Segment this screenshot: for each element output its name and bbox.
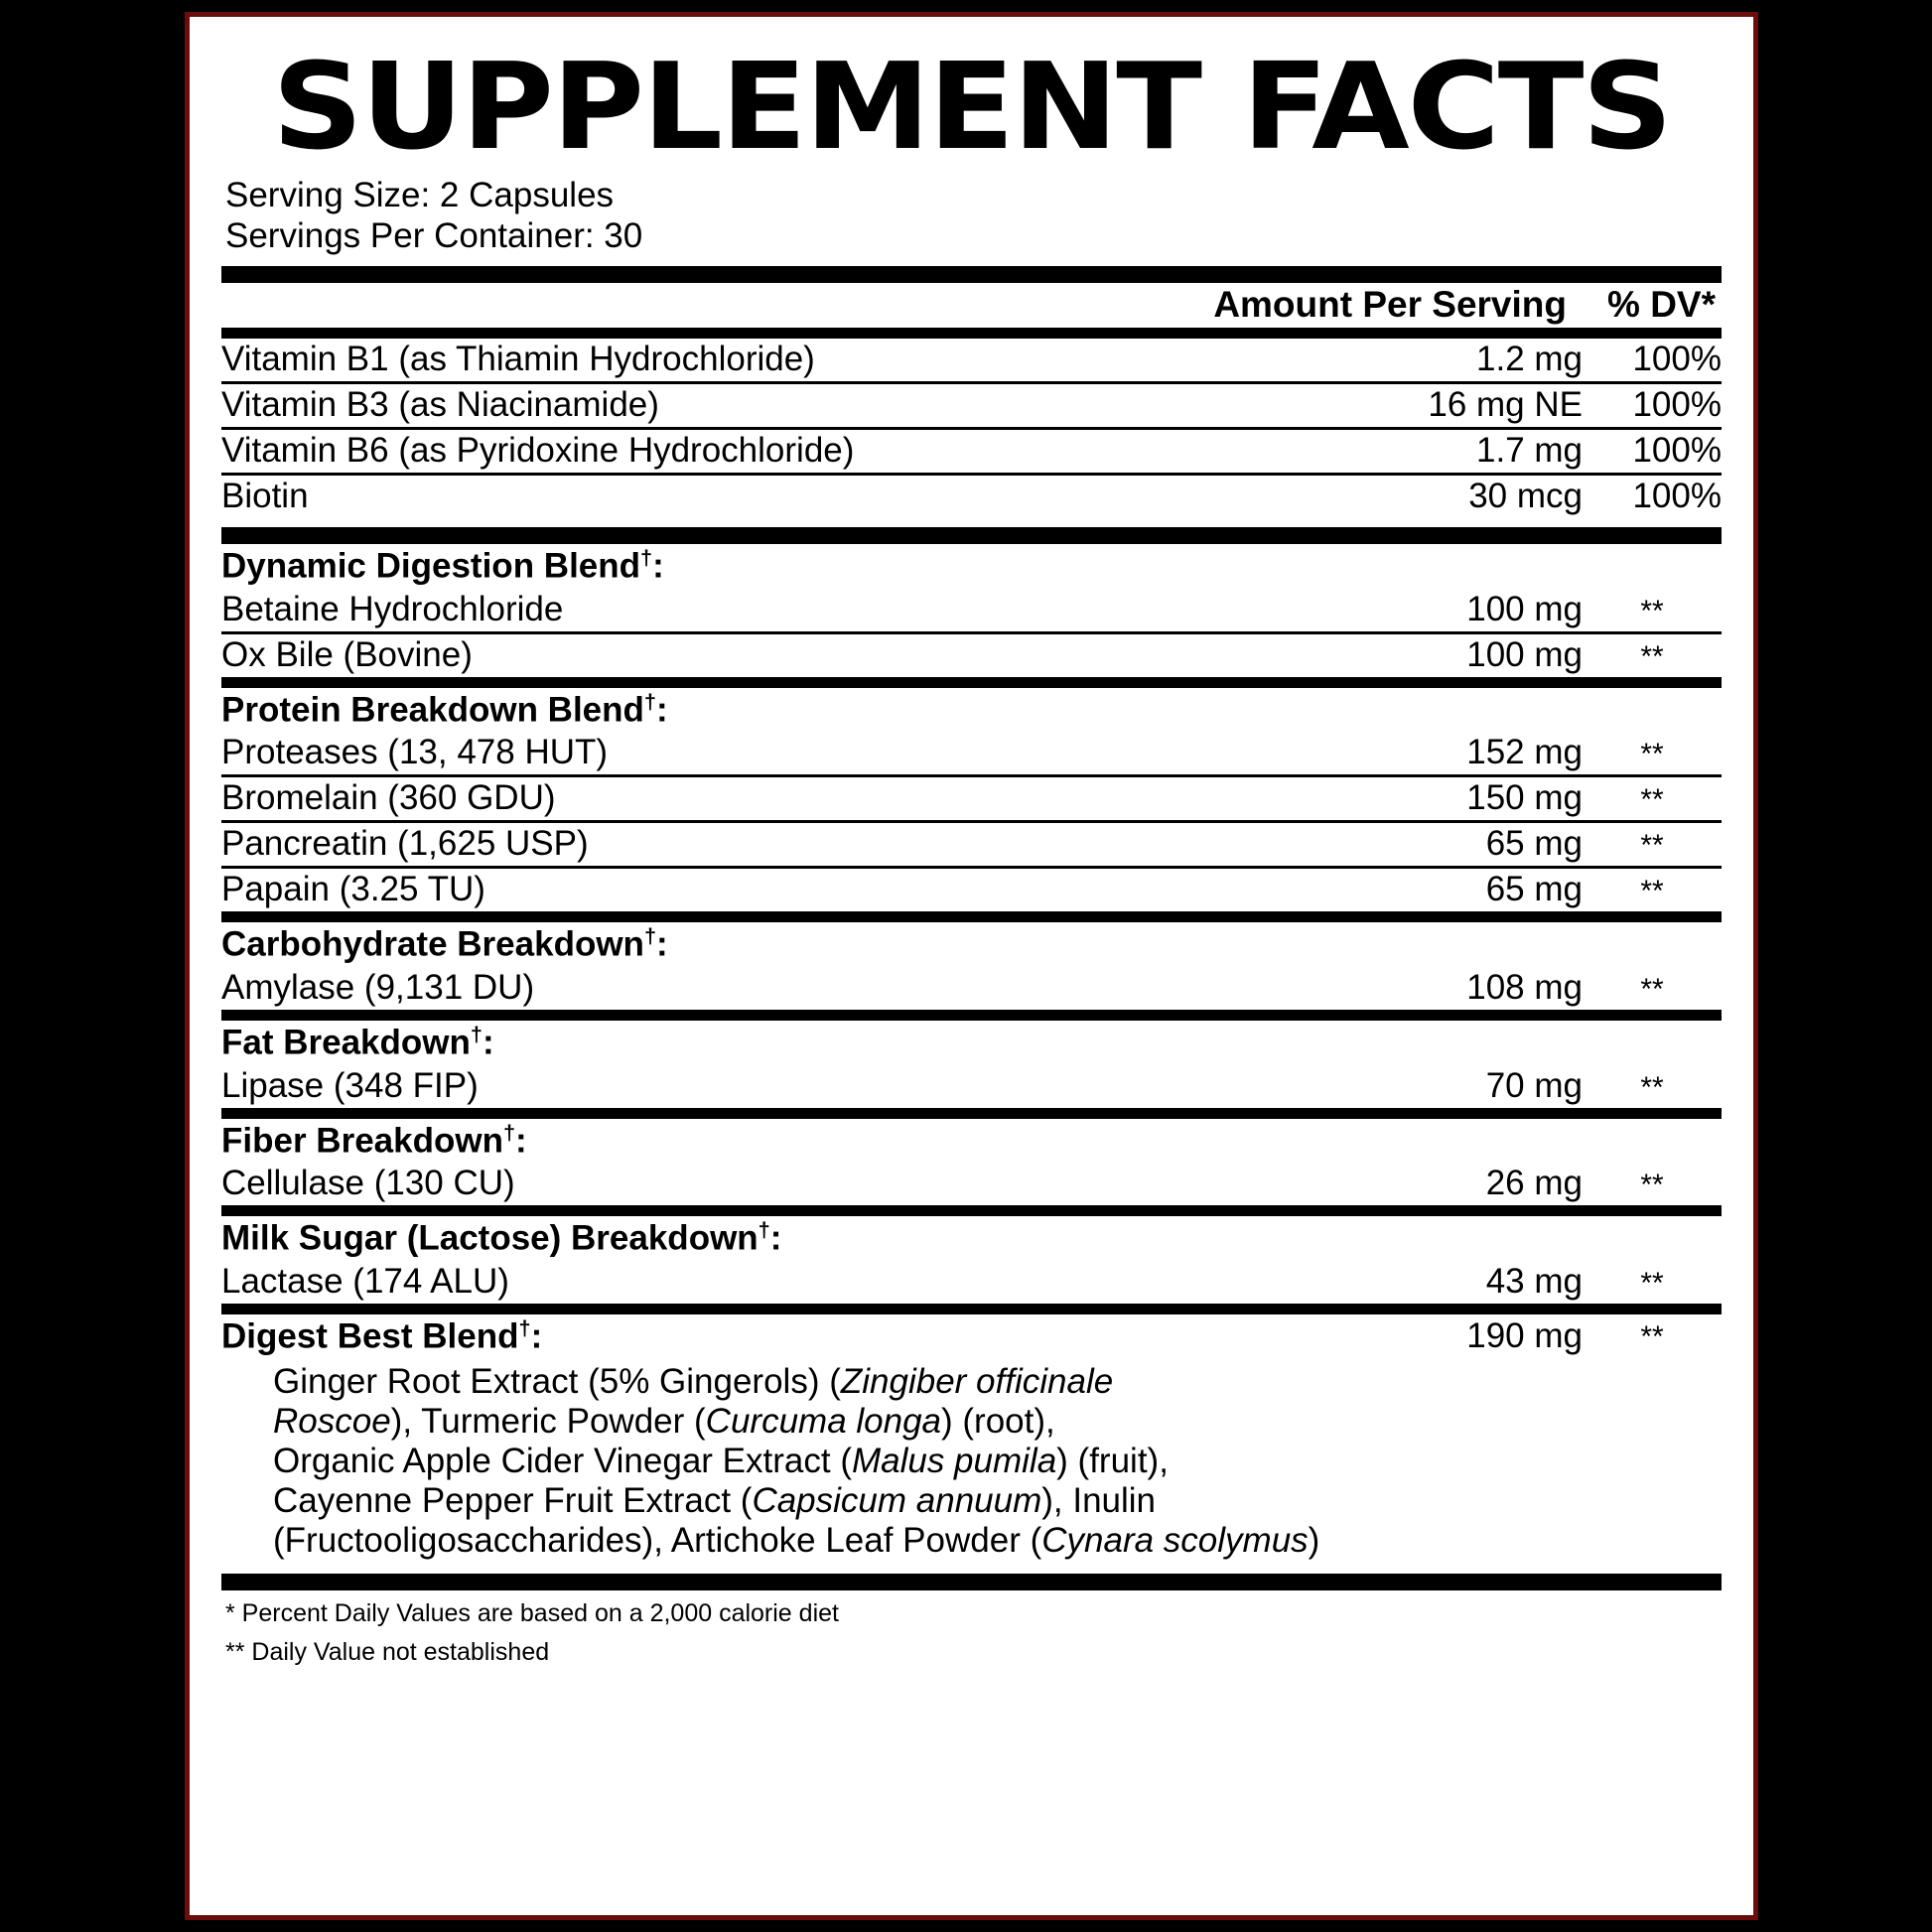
lactase-name: Lactase (174 ALU) — [221, 1261, 509, 1301]
table-row — [221, 428, 1722, 474]
desc-seg-2: ), Turmeric Powder ( — [390, 1402, 706, 1442]
dagger-icon: † — [470, 1021, 483, 1046]
blend-carbohydrate-breakdown — [221, 922, 1722, 1010]
footnote-dv-not-established: ** Daily Value not established — [225, 1638, 550, 1667]
cellulase-name: Cellulase (130 CU) — [221, 1164, 515, 1203]
dagger-icon: † — [502, 1119, 516, 1145]
divider-med-1 — [221, 677, 1722, 688]
vitamin-b3-amount: 16 mg NE — [1255, 382, 1583, 428]
blend-heading-text: Fat Breakdown — [221, 1023, 471, 1062]
table-row — [221, 589, 1722, 633]
blend-heading-row — [221, 544, 1722, 589]
blend-heading-row — [221, 1216, 1722, 1261]
desc-italic-6: Cynara scolymus — [1041, 1521, 1309, 1561]
table-row — [221, 632, 1722, 677]
biotin-name: Biotin — [221, 474, 1255, 518]
blend-heading — [221, 1021, 1722, 1065]
desc-seg-4: Organic Apple Cider Vinegar Extract ( — [273, 1442, 852, 1481]
desc-seg-9: ) — [1308, 1521, 1320, 1561]
oxbile-name: Ox Bile (Bovine) — [221, 632, 1255, 677]
bromelain-name: Bromelain (360 GDU) — [221, 776, 1255, 822]
divider-thick-footnotes — [221, 1574, 1722, 1590]
papain-name: Papain (3.25 TU) — [221, 868, 1255, 912]
table-row — [221, 339, 1722, 383]
proteases-name: Proteases (13, 478 HUT) — [221, 733, 609, 772]
betaine-dv: ** — [1640, 594, 1664, 627]
blend-dynamic-digestion — [221, 544, 1722, 677]
header-amount: Amount Per Serving — [1213, 283, 1567, 325]
blend-heading-colon: : — [530, 1316, 543, 1356]
table-row — [221, 822, 1722, 868]
table-row — [221, 1261, 1722, 1304]
header-blank — [221, 283, 1213, 328]
blend-heading-row — [221, 1021, 1722, 1065]
divider-med-3 — [221, 1010, 1722, 1021]
blend-heading-row — [221, 688, 1722, 733]
desc-seg-6: Cayenne Pepper Fruit Extract ( — [273, 1481, 753, 1521]
blend-heading — [221, 688, 1722, 733]
blend-heading-row — [221, 1314, 1722, 1359]
cellulase-dv: ** — [1640, 1169, 1664, 1202]
blend-heading-colon: : — [482, 1023, 494, 1062]
blend-heading-text: Fiber Breakdown — [221, 1121, 503, 1161]
vitamins-table — [221, 339, 1722, 518]
blend-heading-colon: : — [656, 924, 668, 964]
amylase-name: Amylase (9,131 DU) — [221, 967, 535, 1007]
papain-dv: ** — [1583, 868, 1722, 912]
digest-best-amount: 190 mg — [1466, 1316, 1583, 1356]
betaine-name: Betaine Hydrochloride — [221, 589, 564, 628]
lactase-amount: 43 mg — [1485, 1261, 1583, 1301]
desc-italic-5: Capsicum annuum — [752, 1481, 1042, 1521]
desc-seg-1: Ginger Root Extract (5% Gingerols) ( — [273, 1362, 841, 1402]
amylase-dv: ** — [1640, 972, 1664, 1006]
betaine-amount: 100 mg — [1466, 589, 1583, 628]
table-row — [221, 474, 1722, 518]
digest-best-description — [221, 1358, 1722, 1564]
biotin-amount: 30 mcg — [1255, 474, 1583, 518]
dagger-icon: † — [518, 1314, 531, 1340]
dagger-icon: † — [643, 923, 656, 949]
cellulase-amount: 26 mg — [1485, 1164, 1583, 1203]
blend-milk-sugar-breakdown — [221, 1216, 1722, 1304]
table-row — [221, 868, 1722, 912]
divider-med-5 — [221, 1205, 1722, 1216]
dagger-icon: † — [643, 688, 656, 714]
lipase-amount: 70 mg — [1485, 1065, 1583, 1105]
blend-protein-breakdown — [221, 688, 1722, 912]
blend-heading-colon: : — [652, 546, 664, 586]
supplement-facts-panel — [185, 12, 1758, 1920]
blend-heading-text: Dynamic Digestion Blend — [221, 546, 641, 586]
divider-med-4 — [221, 1108, 1722, 1119]
table-row — [221, 967, 1722, 1010]
divider-thick-blends — [221, 527, 1722, 544]
footnote-percent-dv: * Percent Daily Values are based on a 2,000 calorie diet — [225, 1598, 839, 1627]
facts-table — [221, 283, 1722, 328]
blend-heading — [221, 922, 1722, 967]
vitamin-b3-name: Vitamin B3 (as Niacinamide) — [221, 382, 1255, 428]
bromelain-dv: ** — [1583, 776, 1722, 822]
amylase-amount: 108 mg — [1466, 967, 1583, 1007]
lipase-name: Lipase (348 FIP) — [221, 1065, 479, 1105]
desc-italic-3: Curcuma longa — [705, 1402, 942, 1442]
pancreatin-amount: 65 mg — [1255, 822, 1583, 868]
vitamin-b6-dv: 100% — [1583, 428, 1722, 474]
oxbile-amount: 100 mg — [1255, 632, 1583, 677]
servings-per-container: Servings Per Container: 30 — [225, 215, 643, 255]
proteases-dv: ** — [1640, 738, 1664, 771]
desc-seg-7: ), Inulin — [1041, 1481, 1157, 1521]
vitamin-b1-dv: 100% — [1632, 339, 1722, 378]
vitamin-b1-name: Vitamin B1 (as Thiamin Hydrochloride) — [221, 339, 815, 378]
blend-heading-row — [221, 1119, 1722, 1164]
divider-thick-top — [221, 266, 1722, 283]
desc-italic-2: Roscoe — [273, 1402, 391, 1442]
serving-size: Serving Size: 2 Capsules — [225, 176, 615, 214]
biotin-dv: 100% — [1583, 474, 1722, 518]
pancreatin-name: Pancreatin (1,625 USP) — [221, 822, 1255, 868]
desc-seg-5: ) (fruit), — [1056, 1442, 1169, 1481]
table-row — [221, 1065, 1722, 1108]
blend-fiber-breakdown — [221, 1119, 1722, 1206]
vitamin-b6-amount: 1.7 mg — [1255, 428, 1583, 474]
table-row — [221, 732, 1722, 776]
desc-seg-3: ) (root), — [941, 1402, 1055, 1442]
blend-heading-row — [221, 922, 1722, 967]
vitamin-b6-name: Vitamin B6 (as Pyridoxine Hydrochloride) — [221, 428, 1255, 474]
blend-heading-text: Carbohydrate Breakdown — [221, 924, 644, 964]
table-row — [221, 1163, 1722, 1205]
blend-heading — [221, 544, 1722, 589]
blend-fat-breakdown — [221, 1021, 1722, 1108]
desc-italic-1: Zingiber officinale — [840, 1362, 1114, 1402]
blend-heading — [221, 1216, 1722, 1261]
blend-heading-text: Digest Best Blend — [221, 1316, 519, 1356]
blend-heading — [221, 1314, 1255, 1359]
blend-heading-colon: : — [769, 1218, 782, 1258]
dagger-icon: † — [758, 1217, 770, 1243]
blend-heading-text: Milk Sugar (Lactose) Breakdown — [221, 1218, 759, 1258]
pancreatin-dv: ** — [1583, 822, 1722, 868]
blend-heading-text: Protein Breakdown Blend — [221, 690, 644, 730]
lactase-dv: ** — [1640, 1266, 1664, 1300]
papain-amount: 65 mg — [1255, 868, 1583, 912]
page-title: SUPPLEMENT FACTS — [272, 39, 1671, 177]
digest-best-dv: ** — [1640, 1319, 1664, 1353]
divider-med-6 — [221, 1304, 1722, 1314]
divider-med-2 — [221, 911, 1722, 922]
blend-heading-colon: : — [655, 690, 668, 730]
header-dv: % DV* — [1607, 283, 1716, 325]
table-row — [221, 776, 1722, 822]
vitamin-b1-amount: 1.2 mg — [1476, 339, 1583, 378]
proteases-amount: 152 mg — [1466, 733, 1583, 772]
lipase-dv: ** — [1640, 1070, 1664, 1104]
dagger-icon: † — [640, 544, 653, 570]
table-row — [221, 382, 1722, 428]
blend-heading-colon: : — [515, 1121, 527, 1161]
desc-italic-4: Malus pumila — [851, 1442, 1057, 1481]
blend-digest-best — [221, 1314, 1722, 1359]
table-header-row — [221, 283, 1722, 328]
oxbile-dv: ** — [1583, 632, 1722, 677]
divider-med-under-header — [221, 328, 1722, 339]
desc-seg-8: (Fructooligosaccharides), Artichoke Leaf Powder ( — [273, 1521, 1042, 1561]
blend-heading — [221, 1119, 1722, 1164]
vitamin-b3-dv: 100% — [1583, 382, 1722, 428]
bromelain-amount: 150 mg — [1255, 776, 1583, 822]
